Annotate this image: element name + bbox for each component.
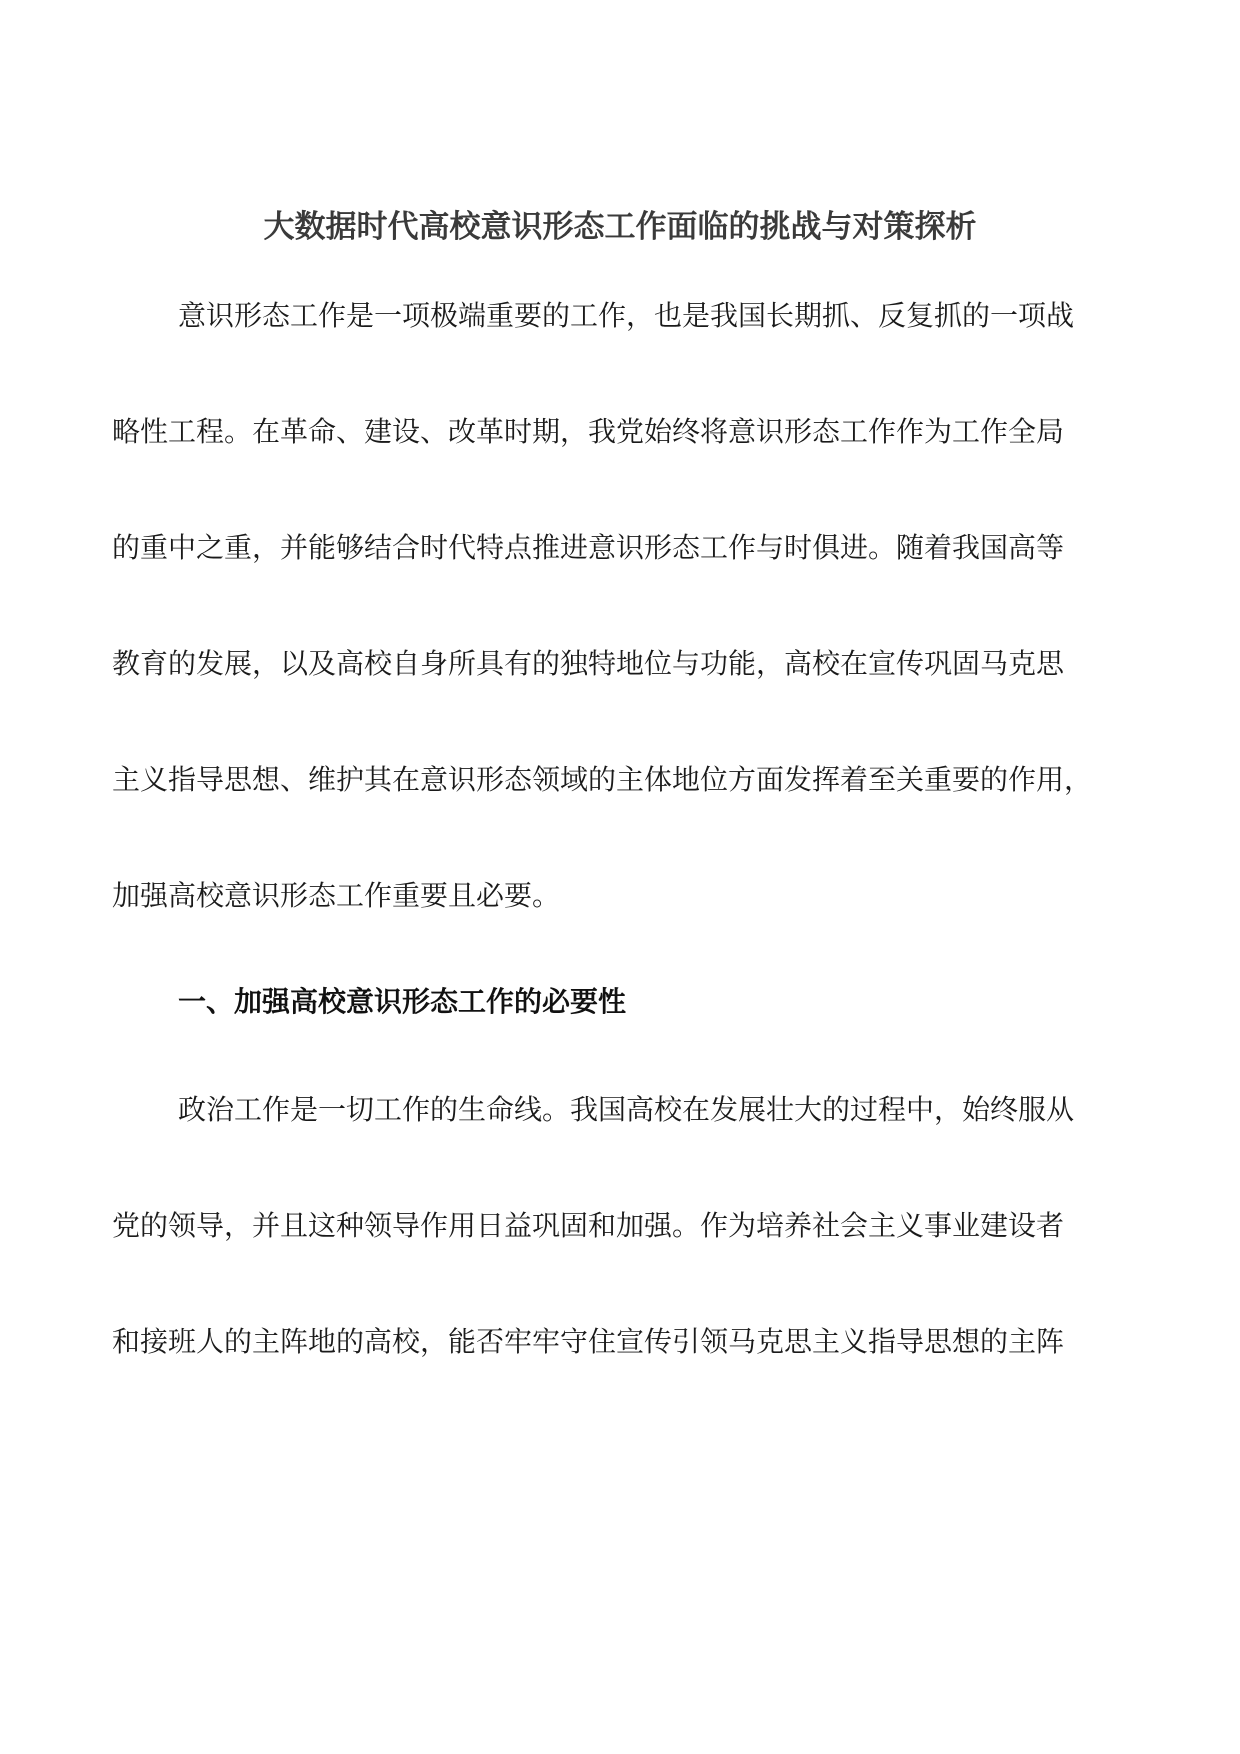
paragraph-line: 主义指导思想、维护其在意识形态领域的主体地位方面发挥着至关重要的作用， xyxy=(112,763,1093,796)
paragraph-line: 加强高校意识形态工作重要且必要。 xyxy=(112,879,561,912)
document-title: 大数据时代高校意识形态工作面临的挑战与对策探析 xyxy=(263,209,977,245)
paragraph-line: 和接班人的主阵地的高校，能否牢牢守住宣传引领马克思主义指导思想的主阵 xyxy=(112,1325,1065,1358)
paragraph-line: 略性工程。在革命、建设、改革时期，我党始终将意识形态工作作为工作全局 xyxy=(112,415,1065,448)
paragraph-line: 政治工作是一切工作的生命线。我国高校在发展壮大的过程中，始终服从 xyxy=(178,1093,1075,1126)
paragraph-line: 教育的发展，以及高校自身所具有的独特地位与功能，高校在宣传巩固马克思 xyxy=(112,647,1065,680)
paragraph-line: 意识形态工作是一项极端重要的工作，也是我国长期抓、反复抓的一项战 xyxy=(178,299,1075,332)
paragraph-line: 党的领导，并且这种领导作用日益巩固和加强。作为培养社会主义事业建设者 xyxy=(112,1209,1065,1242)
paragraph-line: 的重中之重，并能够结合时代特点推进意识形态工作与时俱进。随着我国高等 xyxy=(112,531,1065,564)
section-heading: 一、加强高校意识形态工作的必要性 xyxy=(178,985,627,1018)
